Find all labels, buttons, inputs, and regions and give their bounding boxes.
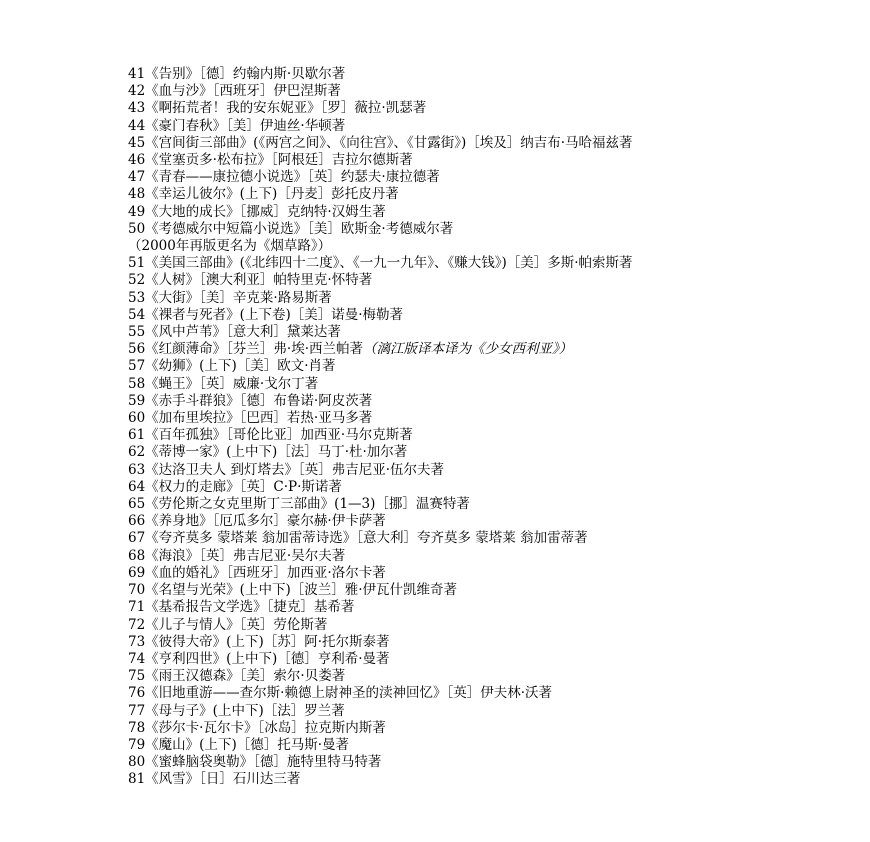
entry-text: 42《血与沙》［西班牙］伊巴涅斯著 [128,83,341,100]
list-item [128,651,750,668]
entry-text: 60《加布里埃拉》［巴西］若热·亚马多著 [128,410,373,427]
list-item [128,496,750,513]
entry-text: 72《儿子与情人》［英］劳伦斯著 [128,616,328,633]
list-item [128,462,750,479]
list-item [128,135,750,152]
list-item [128,341,750,358]
entry-text: 46《堂塞贡多·松布拉》［阿根廷］吉拉尔德斯著 [128,152,413,169]
list-item [128,118,750,135]
entry-text: 51《美国三部曲》(《北纬四十二度》、《一九一九年》、《赚大钱》)［美］多斯·帕索斯著 [128,255,633,272]
list-item [128,703,750,720]
entry-text: 77《母与子》(上中下)［法］罗兰著 [128,702,345,719]
list-item [128,221,750,238]
entry-text: 55《风中芦苇》［意大利］黛莱达著 [128,324,341,341]
entry-text: 58《蝇王》［英］威廉·戈尔丁著 [128,375,319,392]
list-item [128,720,750,737]
entry-text: 75《雨王汉德森》［美］索尔·贝娄著 [128,668,346,685]
entry-text: 66《养身地》［厄瓜多尔］豪尔赫·伊卡萨著 [128,513,386,530]
list-item [128,83,750,100]
entry-text: 74《亨利四世》(上中下)［德］亨利希·曼著 [128,650,390,667]
entry-text: 63《达洛卫夫人 到灯塔去》［英］弗吉尼亚·伍尔夫著 [128,461,445,478]
list-item [128,272,750,289]
list-item [128,479,750,496]
entry-text: 61《百年孤独》［哥伦比亚］加西亚·马尔克斯著 [128,427,413,444]
entry-text: 48《幸运儿彼尔》(上下)［丹麦］彭托皮丹著 [128,186,399,203]
entry-text: 65《劳伦斯之女克里斯丁三部曲》(1—3)［挪］温赛特著 [128,496,470,513]
entry-text: 49《大地的成长》［挪威］克纳特·汉姆生著 [128,203,386,220]
list-item [128,582,750,599]
entry-text: 43《啊拓荒者！我的安东妮亚》［罗］薇拉·凯瑟著 [128,100,427,117]
list-item [128,169,750,186]
list-item [128,565,750,582]
entry-text: 69《血的婚礼》［西班牙］加西亚·洛尔卡著 [128,564,386,581]
entry-text: 79《魔山》(上下)［德］托马斯·曼著 [128,736,350,753]
list-item [128,427,750,444]
list-item [128,685,750,702]
list-item [128,66,750,83]
list-item-note [128,238,750,255]
list-item [128,204,750,221]
list-item [128,617,750,634]
entry-note: （漓江版译本译为《少女西利亚》） [363,341,573,358]
entry-text: 70《名望与光荣》(上中下)［波兰］雅·伊瓦什凯维奇著 [128,582,458,599]
list-item [128,513,750,530]
list-item [128,444,750,461]
list-item [128,290,750,307]
list-item [128,376,750,393]
entry-text: 57《幼狮》(上下)［美］欧文·肖著 [128,358,336,375]
list-item [128,548,750,565]
list-item [128,668,750,685]
entry-text: 71《基希报告文学选》［捷克］基希著 [128,599,355,616]
list-item [128,186,750,203]
entry-text: 53《大街》［美］辛克莱·路易斯著 [128,289,332,306]
entry-text: 59《赤手斗群狼》［德］布鲁诺·阿皮茨著 [128,392,373,409]
list-item [128,737,750,754]
entry-text: 67《夸齐莫多 蒙塔莱 翁加雷蒂诗选》［意大利］夸齐莫多 蒙塔莱 翁加雷蒂著 [128,530,588,547]
entry-text: 80《蜜蜂脑袋奥勒》［德］施特里特马特著 [128,754,382,771]
list-item [128,634,750,651]
list-item [128,530,750,547]
entry-text: 47《青春——康拉德小说选》［英］约瑟夫·康拉德著 [128,169,440,186]
list-item [128,358,750,375]
entry-text: 56《红颜薄命》［芬兰］弗·埃·西兰帕著 [128,341,364,358]
entry-text: 78《莎尔卡·瓦尔卡》［冰岛］拉克斯内斯著 [128,719,386,736]
list-item [128,754,750,771]
list-item [128,307,750,324]
list-item [128,771,750,788]
entry-text: 68《海浪》［英］弗吉尼亚·吴尔夫著 [128,547,346,564]
entry-text: 50《考德威尔中短篇小说选》［美］欧斯金·考德威尔著 [128,220,454,237]
list-item [128,152,750,169]
list-item [128,393,750,410]
entry-text: 45《宫间街三部曲》(《两宫之间》、《向往宫》、《甘露街》)［埃及］纳吉布·马哈福兹著 [128,134,633,151]
entry-text: （2000年再版更名为《烟草路》） [128,238,332,255]
entry-text: 52《人树》［澳大利亚］帕特里克·怀特著 [128,272,373,289]
entry-text: 81《风雪》［日］石川达三著 [128,771,301,788]
entry-text: 73《彼得大帝》(上下)［苏］阿·托尔斯泰著 [128,633,390,650]
book-list [128,66,750,789]
entry-text: 44《豪门春秋》［美］伊迪丝·华顿著 [128,117,346,134]
entry-text: 76《旧地重游——查尔斯·赖德上尉神圣的渎神回忆》［英］伊夫林·沃著 [128,685,553,702]
list-item [128,324,750,341]
entry-text: 54《裸者与死者》(上下卷)［美］诺曼·梅勒著 [128,306,404,323]
list-item [128,410,750,427]
list-item [128,599,750,616]
entry-text: 62《蒂博一家》(上中下)［法］马丁·杜·加尔著 [128,444,408,461]
list-item [128,100,750,117]
list-item [128,255,750,272]
entry-text: 64《权力的走廊》［英］C·P·斯诺著 [128,478,342,495]
entry-text: 41《告别》［德］约翰内斯·贝歇尔著 [128,66,346,82]
